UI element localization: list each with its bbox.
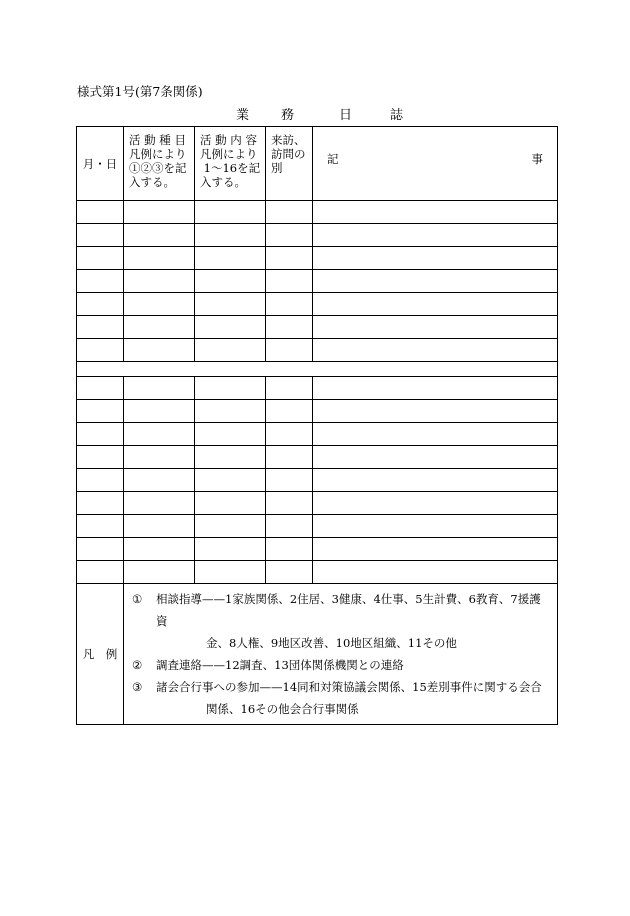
entry-cell	[124, 201, 195, 224]
entry-cell	[124, 423, 195, 446]
legend-text: 調査連絡——12調査、13団体関係機関との連絡	[156, 658, 404, 672]
header-line: 凡例により	[200, 147, 258, 161]
entry-row	[77, 270, 558, 293]
entry-row	[77, 377, 558, 400]
entry-cell	[124, 224, 195, 247]
document-title	[236, 104, 403, 123]
title-char: 誌	[390, 108, 404, 123]
header-line: 訪問の	[271, 147, 306, 161]
title-char: 業	[236, 108, 250, 123]
entry-cell	[77, 400, 124, 423]
entry-cell	[313, 446, 558, 469]
header-line: 1～16を記	[200, 161, 261, 175]
entry-cell	[195, 400, 266, 423]
entry-cell	[77, 247, 124, 270]
entry-cell	[124, 492, 195, 515]
entry-cell	[195, 492, 266, 515]
entry-cell	[313, 224, 558, 247]
header-line: 活 動 内 容	[200, 133, 257, 147]
legend-text-continued: 関係、16その他会合行事関係	[206, 702, 359, 716]
entry-cell	[313, 293, 558, 316]
header-activity-content	[195, 127, 266, 201]
entry-row	[77, 201, 558, 224]
entry-cell	[313, 423, 558, 446]
entry-cell	[266, 339, 313, 362]
entry-cell	[195, 247, 266, 270]
lower-entry-rows	[77, 377, 558, 584]
entry-cell	[124, 293, 195, 316]
entry-cell	[77, 293, 124, 316]
entry-cell	[77, 377, 124, 400]
entry-row	[77, 339, 558, 362]
entry-cell	[195, 293, 266, 316]
header-line: 別	[271, 161, 283, 175]
entry-cell	[313, 515, 558, 538]
entry-cell	[195, 446, 266, 469]
entry-cell	[266, 492, 313, 515]
page-break-gap	[77, 362, 558, 377]
header-line: 凡例により	[129, 147, 187, 161]
entry-row	[77, 492, 558, 515]
entry-cell	[266, 423, 313, 446]
form-number-label: 様式第1号(第7条関係)	[77, 84, 203, 99]
header-record	[313, 127, 558, 201]
work-log-table	[76, 126, 558, 725]
entry-cell	[266, 201, 313, 224]
entry-cell	[313, 538, 558, 561]
entry-cell	[195, 423, 266, 446]
gap-cell	[77, 362, 558, 377]
entry-cell	[77, 469, 124, 492]
entry-cell	[266, 377, 313, 400]
entry-cell	[313, 377, 558, 400]
entry-cell	[124, 469, 195, 492]
entry-cell	[313, 492, 558, 515]
entry-cell	[77, 316, 124, 339]
header-line: ①②③を記	[129, 161, 187, 175]
entry-cell	[77, 538, 124, 561]
entry-row	[77, 469, 558, 492]
header-line: 来訪、	[271, 133, 306, 147]
entry-cell	[266, 469, 313, 492]
entry-cell	[77, 339, 124, 362]
entry-cell	[124, 400, 195, 423]
entry-cell	[77, 515, 124, 538]
legend-number: ②	[132, 658, 143, 672]
entry-cell	[313, 339, 558, 362]
legend-number: ③	[132, 680, 143, 694]
legend-item	[132, 588, 551, 632]
header-date: 月・日	[77, 127, 124, 201]
entry-cell	[77, 446, 124, 469]
upper-entry-rows	[77, 201, 558, 362]
entry-row	[77, 247, 558, 270]
entry-cell	[195, 339, 266, 362]
entry-cell	[195, 201, 266, 224]
entry-cell	[313, 561, 558, 584]
header-line: 入する。	[200, 175, 246, 189]
entry-row	[77, 400, 558, 423]
legend-row	[77, 584, 558, 725]
entry-cell	[266, 270, 313, 293]
entry-cell	[124, 377, 195, 400]
entry-cell	[124, 270, 195, 293]
title-char: 務	[281, 108, 295, 123]
entry-cell	[195, 538, 266, 561]
entry-cell	[195, 316, 266, 339]
entry-cell	[77, 201, 124, 224]
entry-cell	[77, 561, 124, 584]
entry-cell	[266, 316, 313, 339]
header-activity-type	[124, 127, 195, 201]
entry-cell	[313, 247, 558, 270]
entry-cell	[124, 561, 195, 584]
entry-cell	[195, 270, 266, 293]
entry-row	[77, 561, 558, 584]
entry-row	[77, 293, 558, 316]
entry-cell	[266, 538, 313, 561]
entry-cell	[124, 339, 195, 362]
entry-cell	[195, 515, 266, 538]
header-row	[77, 127, 558, 201]
legend-label: 凡 例	[77, 584, 124, 725]
entry-cell	[195, 561, 266, 584]
header-line: 入する。	[129, 175, 175, 189]
entry-cell	[195, 469, 266, 492]
entry-row	[77, 423, 558, 446]
entry-cell	[77, 270, 124, 293]
legend-number: ①	[132, 592, 143, 606]
header-record-left: 記	[327, 152, 339, 166]
entry-row	[77, 538, 558, 561]
entry-cell	[124, 247, 195, 270]
entry-cell	[266, 446, 313, 469]
entry-cell	[266, 400, 313, 423]
entry-cell	[313, 316, 558, 339]
legend-content	[124, 584, 558, 725]
entry-cell	[266, 224, 313, 247]
entry-cell	[77, 224, 124, 247]
entry-cell	[77, 423, 124, 446]
entry-row	[77, 446, 558, 469]
legend-text-continued: 金、8人権、9地区改善、10地区組織、11その他	[206, 636, 457, 650]
entry-cell	[266, 561, 313, 584]
entry-cell	[124, 446, 195, 469]
entry-row	[77, 316, 558, 339]
entry-cell	[124, 538, 195, 561]
header-record-right: 事	[531, 152, 543, 166]
entry-cell	[266, 247, 313, 270]
entry-cell	[313, 201, 558, 224]
legend-item	[132, 676, 551, 698]
header-line: 活 動 種 目	[129, 133, 186, 147]
header-visit-type	[266, 127, 313, 201]
legend-text: 相談指導——1家族関係、2住居、3健康、4仕事、5生計費、6教育、7援護資	[156, 592, 541, 628]
entry-cell	[266, 515, 313, 538]
entry-cell	[77, 492, 124, 515]
entry-cell	[313, 400, 558, 423]
entry-cell	[313, 270, 558, 293]
entry-cell	[195, 377, 266, 400]
entry-row	[77, 515, 558, 538]
entry-cell	[266, 293, 313, 316]
entry-cell	[195, 224, 266, 247]
entry-cell	[124, 515, 195, 538]
legend-text: 諸会合行事への参加——14同和対策協議会関係、15差別事件に関する会合	[156, 680, 542, 694]
entry-cell	[313, 469, 558, 492]
entry-row	[77, 224, 558, 247]
title-char: 日	[339, 108, 353, 123]
legend-item	[132, 654, 551, 676]
entry-cell	[124, 316, 195, 339]
